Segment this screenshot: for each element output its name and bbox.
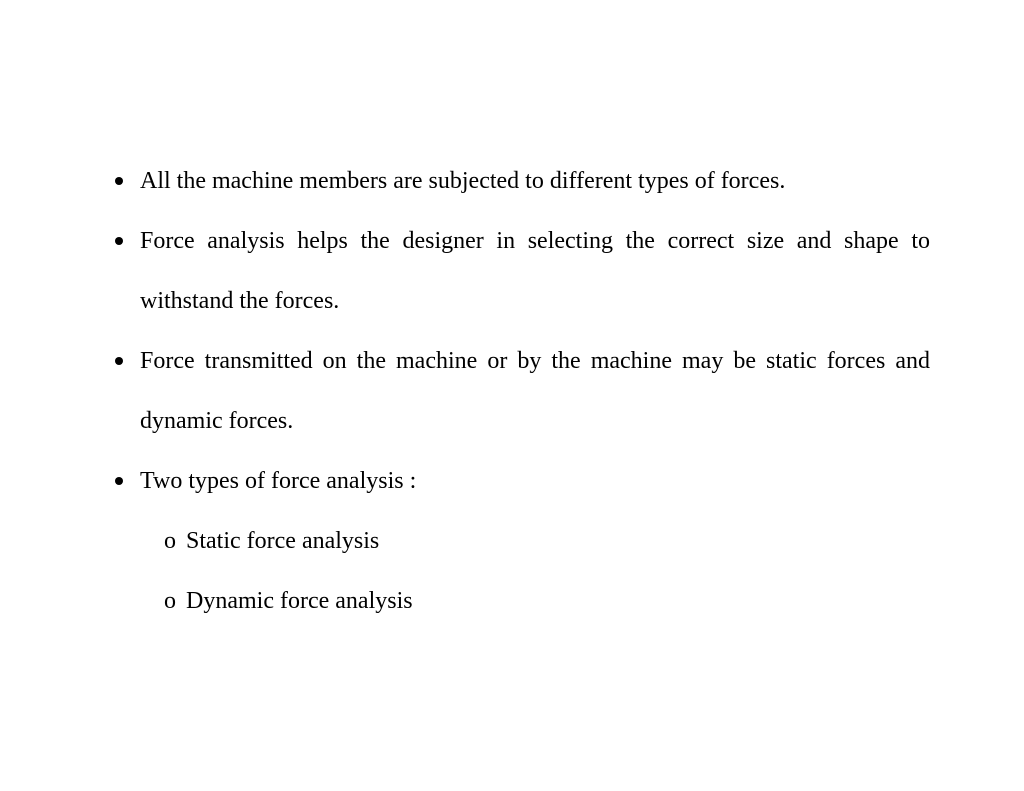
bullet-dot-icon	[115, 477, 123, 485]
sub-bullet-item	[140, 511, 930, 571]
bullet-dot-icon	[115, 357, 123, 365]
sub-bullet-list	[140, 511, 930, 631]
bullet-text: Force transmitted on the machine or by the machine may be static forces and dynamic forces.	[140, 348, 930, 434]
sub-bullet-text: Dynamic force analysis	[186, 588, 413, 614]
bullet-item	[112, 331, 930, 451]
sub-bullet-text: Static force analysis	[186, 528, 380, 554]
bullet-list	[112, 151, 930, 631]
bullet-item	[112, 451, 930, 631]
hollow-circle-bullet-icon: o	[164, 588, 176, 614]
bullet-text: Two types of force analysis :	[140, 468, 417, 494]
hollow-circle-bullet-icon: o	[164, 528, 176, 554]
bullet-dot-icon	[115, 237, 123, 245]
bullet-text: All the machine members are subjected to different types of forces.	[140, 168, 786, 194]
bullet-dot-icon	[115, 177, 123, 185]
bullet-item	[112, 211, 930, 331]
bullet-text: Force analysis helps the designer in selecting the correct size and shape to withstand the forces.	[140, 228, 930, 314]
bullet-item	[112, 151, 930, 211]
sub-bullet-item	[140, 571, 930, 631]
